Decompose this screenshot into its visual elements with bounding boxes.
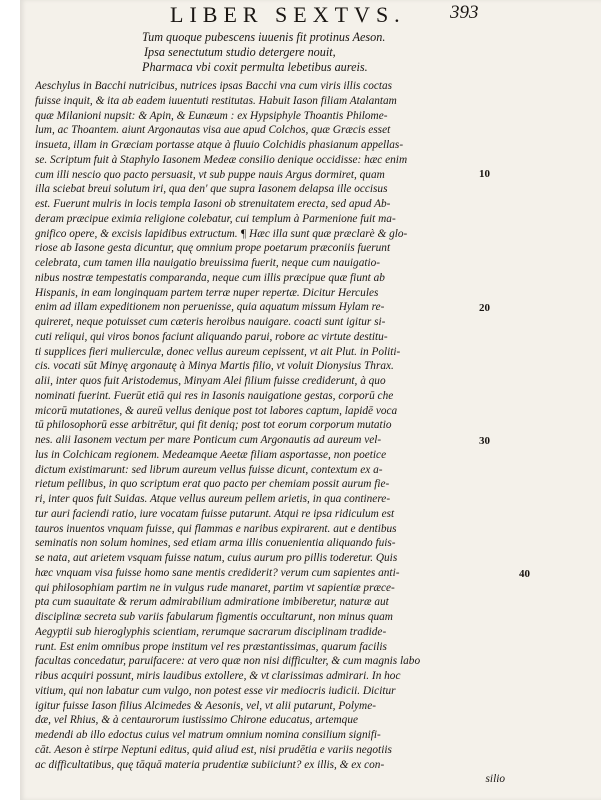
text-line: Aegyptii sub hieroglyphis scientiam, rerumque sacrarum disciplinam tradide-	[35, 625, 387, 638]
text-line: tū philosophorū esse arbitrētur, qui fit deniq; post tot eorum corporum mutatio	[35, 419, 392, 432]
text-line: pta cum suauitate & rerum admirabilium admiratione imbiberetur, naturæ aut	[35, 596, 389, 609]
text-line: Hispanis, in eam longinquam partem terræ nuper repertæ. Dicitur Hercules	[35, 286, 379, 299]
text-line: lum, ac Thoantem. aiunt Argonautas visa aue apud Colchos, quæ Græcis esset	[35, 124, 391, 137]
text-line: qui philosophiam partim ne in vulgus rude manaret, partim vt sapientiæ præce-	[35, 581, 395, 594]
text-line: alii, inter quos fuit Aristodemus, Minyam Alei filium fuisse crediderunt, à quo	[35, 375, 386, 387]
text-line: Aeschylus in Bacchi nutricibus, nutrices ipsas Bacchi vna cum viris illis coctas	[35, 80, 393, 92]
text-line: tauros inuentos vnquam fuisse, qui flammas e naribus expirarent. aut e dentibus	[35, 522, 397, 535]
page-number: 393	[450, 2, 479, 23]
text-line: cis. vocati sūt Minyę argonautę à Minya Martis filio, vt voluit Dionysius Thrax.	[35, 360, 394, 373]
text-line: nominati fuerint. Fuerūt etiā qui res in Iasonis nauigatione gestas, corporū che	[35, 389, 394, 402]
text-line: riose ab Iasone gesta dicuntur, quę omnium prope poetarum præconiis fuerunt	[35, 242, 391, 255]
text-line: est. Fuerunt mulris in locis templa Iasoni ob strenuitatem erecta, sed apud Ab-	[35, 198, 391, 210]
text-line: micorū mutationes, & aureū vellus denique post tot labores captum, lapidē voca	[35, 404, 398, 417]
line-number-marker: 20	[479, 302, 490, 314]
text-line: vitium, qui non labatur cum vulgo, non potest esse vir mediocris iudicii. Dicitur	[35, 684, 396, 697]
running-title: LIBER SEXTVS.	[170, 2, 406, 27]
text-line: deram præcipue eximia religione colebatur, cui templum à Parmenione fuit ma-	[35, 212, 396, 225]
text-line: gnifico opere, & excisis lapidibus extructum. ¶ Hæc illa sunt quæ præclarè & glo-	[35, 227, 408, 240]
text-line: medendi ab illo edoctus cuius vel matrum omnium nomina consilium signifi-	[35, 729, 381, 741]
text-line: ac difficultatibus, quę tāquā materia prudentiæ subiiciunt? ex illis, & ex con-	[35, 758, 385, 771]
text-line: cāt. Aeson è stirpe Neptuni editus, quid aliud est, nisi prudētia e variis negotiis	[35, 743, 392, 756]
text-line: seminatis non solum homines, sed etiam arma illis conuenientia aliquando fuis-	[35, 537, 396, 550]
line-number-marker: 30	[479, 435, 490, 447]
verse-line: Ipsa senectutum studio detergere nouit,	[144, 45, 336, 59]
text-line: tur auri faciendi ratio, iure vocatam fuisse putarunt. Atqui re ipsa ridiculum est	[35, 507, 395, 520]
verse-line: Pharmaca vbi coxit permulta lebetibus aureis.	[142, 60, 368, 74]
text-line: dæ, vel Rhius, & à centaurorum iustissimo Chirone educatus, artemque	[35, 714, 358, 727]
text-line: dictum existimarunt: sed librum aureum vellus fuisse dicunt, contextum ex a-	[35, 463, 383, 476]
body-text	[35, 79, 505, 787]
text-line: ribus acquiri possunt, miris laudibus extollere, & vt clarissimas admirari. In hoc	[35, 670, 401, 682]
text-line: illa sciebat breui solutum iri, qua den' que supra Iasonem delapsa ille occisus	[35, 183, 388, 196]
text-line: igitur fuisse Iason filius Alcimedes & Aesonis, vel, vt alii putarunt, Polyme-	[35, 699, 376, 712]
text-line: silio	[485, 773, 505, 786]
text-line: cum illi nescio quo pacto persuasit, vt sub puppe nauis Argus dormiret, quam	[35, 168, 385, 181]
text-line: rietum pellibus, in quo scriptum erat quo pacto per chemiam possit aurum fie-	[35, 478, 390, 491]
verse-quotation	[142, 30, 502, 75]
book-page	[20, 0, 601, 800]
text-line: nes. alii Iasonem vectum per mare Ponticum cum Argonautis ad aureum vel-	[35, 434, 382, 446]
text-line: quireret, neque potuisset cum cæteris heroibus nauigare. coacti sunt igitur si-	[35, 316, 386, 328]
text-line: fuisse inquit, & ita ab eadem iuuentuti restitutas. Habuit Iason filiam Atalantam	[35, 94, 397, 107]
text-line: disciplinæ secreta sub variis fabularum figmentis occultarunt, non minus quam	[35, 611, 393, 623]
text-line: runt. Est enim omnibus prope institum vel res præstantissimas, quarum facilis	[35, 640, 387, 653]
line-number-marker: 10	[479, 168, 490, 180]
text-line: hæc vnquam visa fuisse homo sane mentis crediderit? verum cum sapientes anti-	[35, 566, 400, 579]
text-line: facultas concedatur, paruifacere: at vero quæ non nisi difficulter, & cum magnis labo	[35, 655, 421, 668]
verse-line: Tum quoque pubescens iuuenis fit protinus Aeson.	[142, 30, 386, 44]
text-line: nibus nostræ tempestatis comparanda, neque cum illis præcipue quæ fiunt ab	[35, 271, 385, 284]
text-line: celebrata, cum tamen illa nauigatio breuissima fuerit, neque cum nauigatio-	[35, 257, 381, 269]
text-line: se. Scriptum fuit à Staphylo Iasonem Medeæ consilio denique occidisse: hæc enim	[35, 153, 408, 166]
line-number-marker: 40	[519, 568, 530, 580]
text-line: lus in Colchicam regionem. Medeamque Aeetæ filiam asportasse, non poetice	[35, 448, 387, 461]
text-line: ri, inter quos fuit Suidas. Atque vellus aureum pellem arietis, in qua continere-	[35, 493, 391, 505]
text-line: insueta, illam in Græciam portasse atque à fluuio Colchidis phasianum appellas-	[35, 139, 404, 151]
text-line: ti supplices fieri mulierculæ, donec vellus aureum cepissent, vt ait Plut. in Politi-	[35, 345, 401, 358]
text-line: quæ Milanioni nupsit: & Apin, & Eunæum : ex Hypsiphyle Thoantis Philome-	[35, 109, 388, 122]
text-line: se nata, aut arietem vsquam fuisse natum, cuius aurum pro pillis toderetur. Quis	[35, 552, 398, 564]
text-line: enim ad illam expeditionem non peruenisse, quia aquatum missum Hylam re-	[35, 301, 385, 314]
text-line: cuti reliqui, qui viros bonos faciunt aliquando parui, robore ac virtute destitu-	[35, 330, 388, 343]
